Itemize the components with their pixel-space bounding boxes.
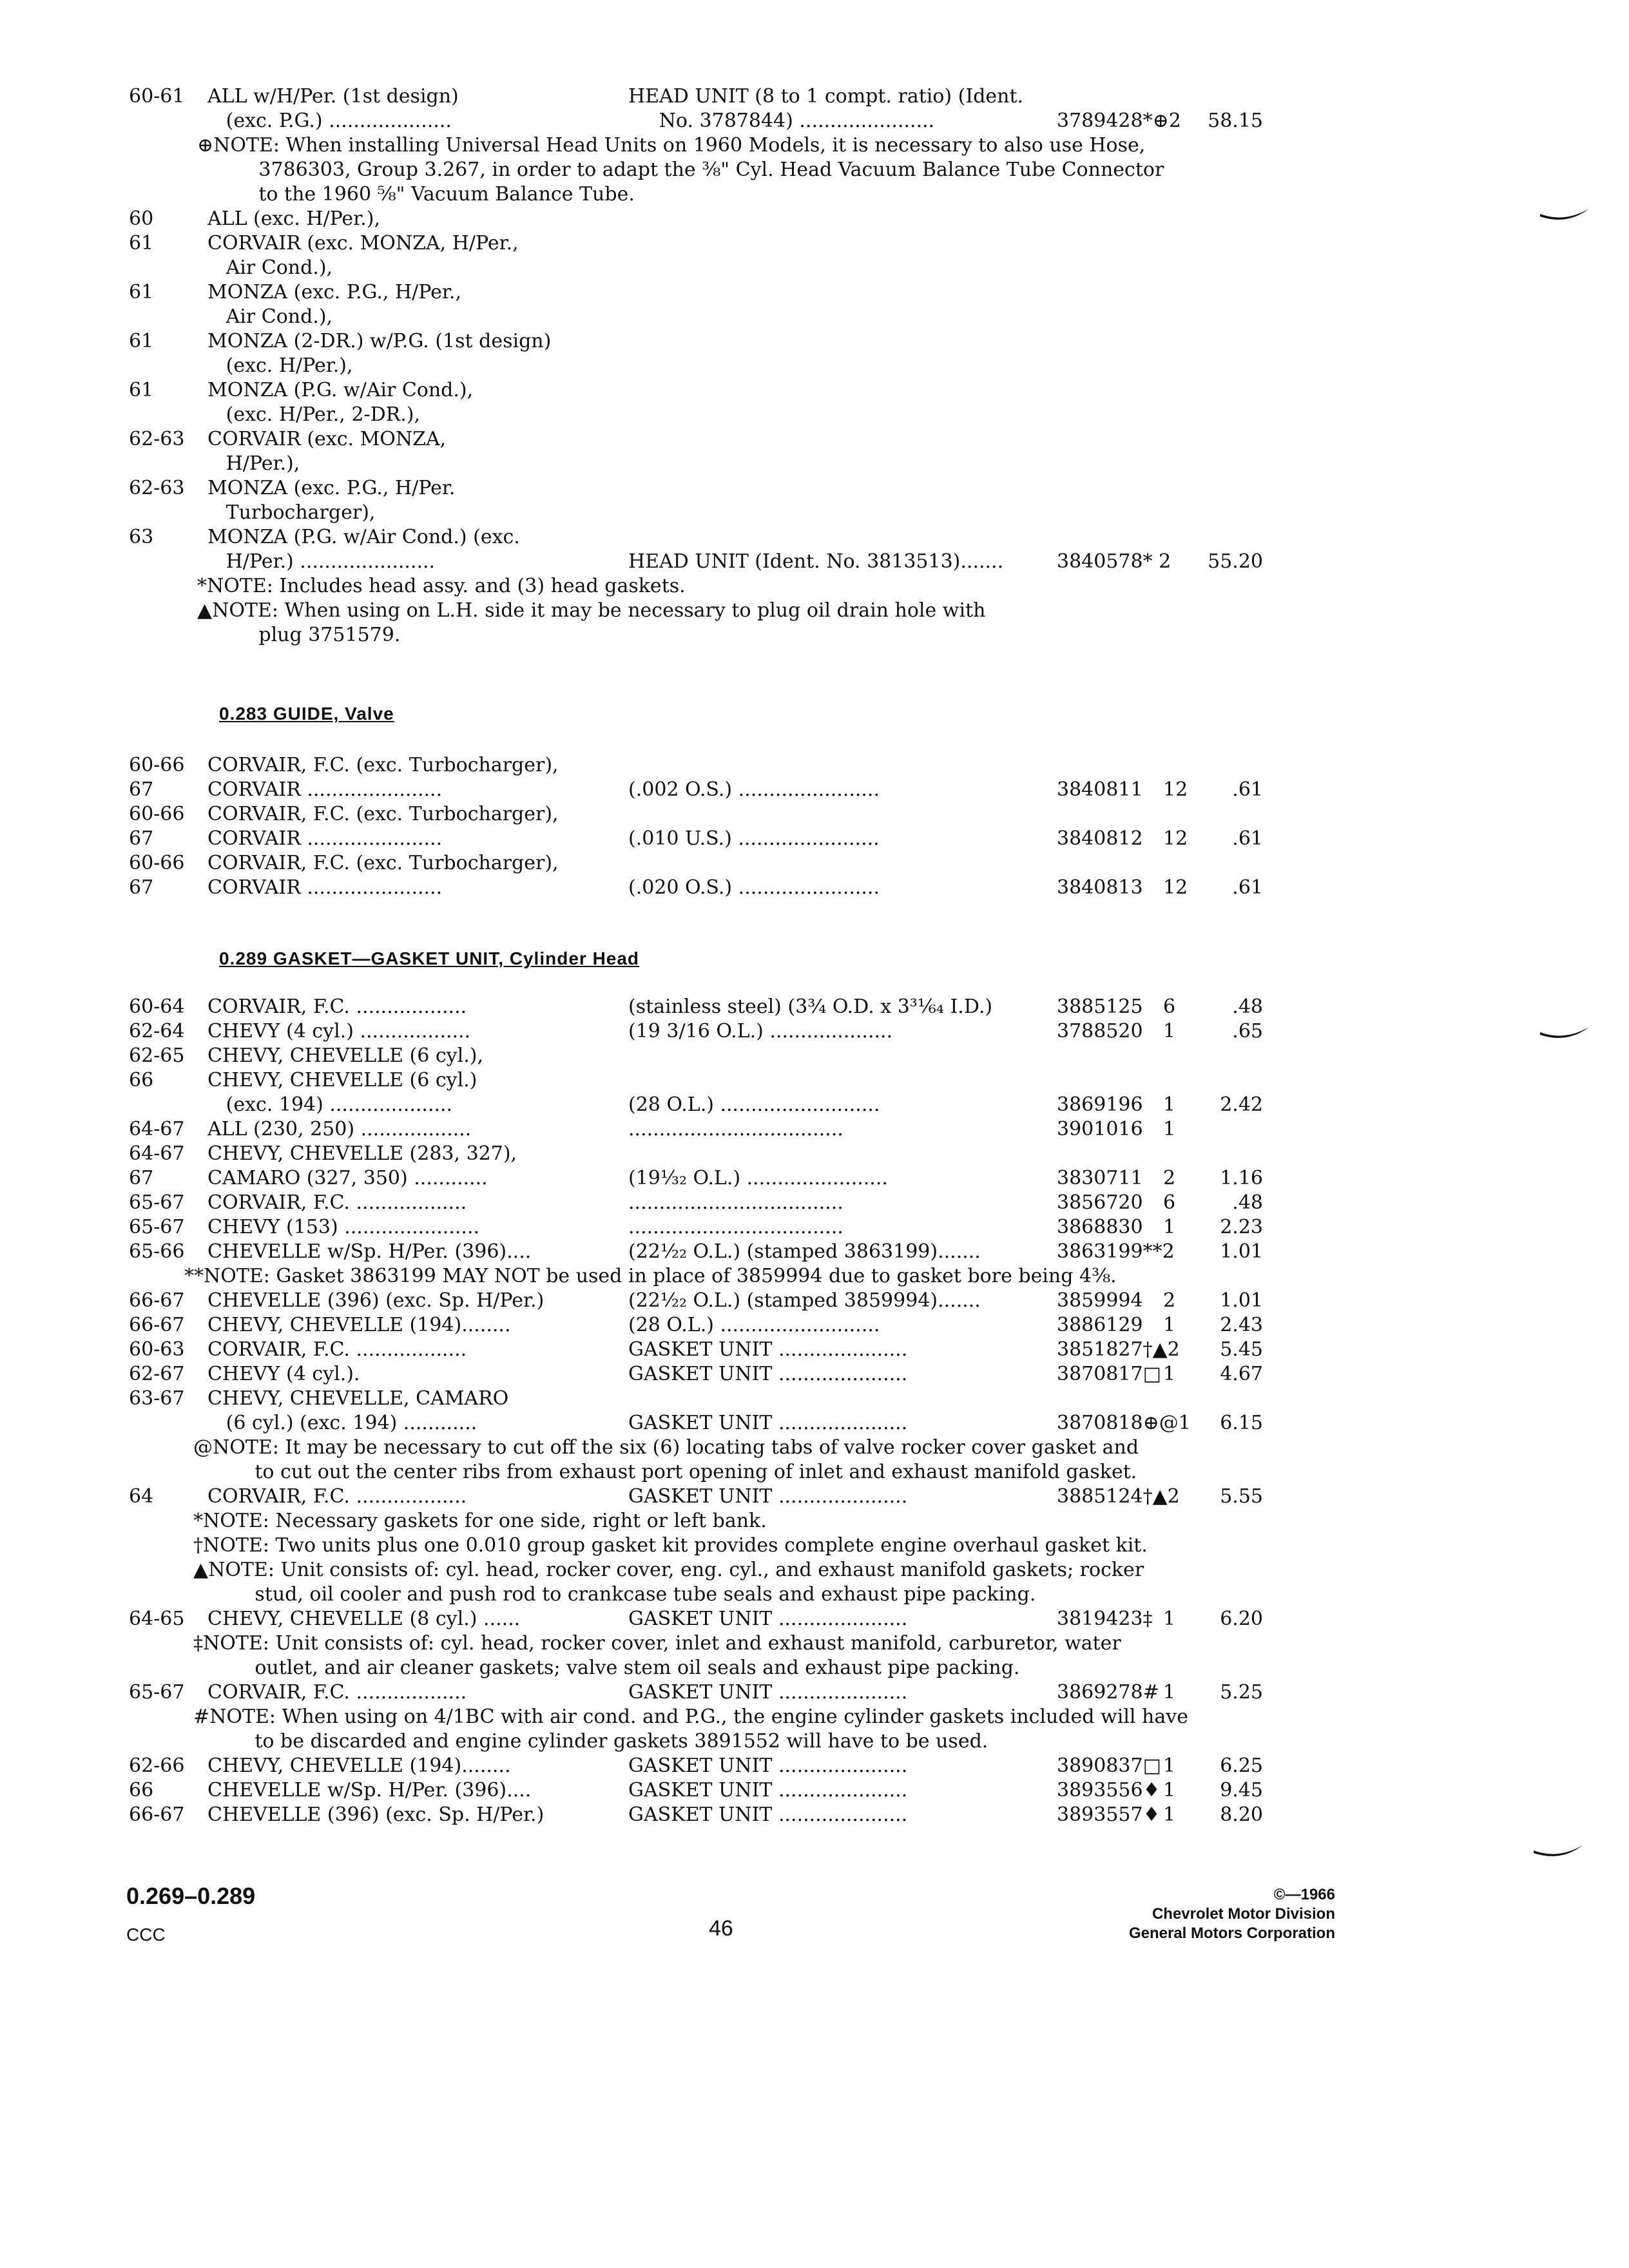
model-cell: CORVAIR ...................... <box>207 876 443 899</box>
catalog-row <box>0 354 1629 379</box>
part-number-cell: 3869196 <box>1057 1093 1143 1116</box>
catalog-row <box>0 754 1629 778</box>
note-line: *NOTE: Includes head assy. and (3) head gaskets. <box>197 575 686 597</box>
section-title: 0.289 GASKET—GASKET UNIT, Cylinder Head <box>219 948 640 968</box>
quantity-cell: 12 <box>1163 827 1188 850</box>
catalog-row <box>0 1314 1629 1338</box>
catalog-row <box>0 1485 1629 1510</box>
note-line: to cut out the center ribs from exhaust port opening of inlet and exhaust manifold gasket. <box>193 1461 1137 1483</box>
catalog-row <box>0 379 1629 403</box>
quantity-cell: 1 <box>1163 1118 1176 1140</box>
model-cell: CHEVY (4 cyl.) .................. <box>207 1020 471 1043</box>
part-number-cell: 3840811 <box>1057 778 1143 801</box>
catalog-row <box>0 85 1629 110</box>
year-cell: 67 <box>129 876 154 899</box>
year-cell: 65-67 <box>129 1191 185 1214</box>
catalog-row <box>0 876 1629 901</box>
catalog-row <box>0 526 1629 550</box>
year-cell: 62-65 <box>129 1044 185 1067</box>
model-cell: H/Per.), <box>207 452 300 475</box>
model-cell: ALL (230, 250) .................. <box>207 1118 472 1140</box>
part-number-cell: 3870818⊕@1 <box>1057 1412 1191 1434</box>
model-cell: Air Cond.), <box>207 305 333 328</box>
catalog-row <box>0 281 1629 305</box>
description-cell: ................................... <box>628 1118 843 1140</box>
year-cell: 60-66 <box>129 852 185 874</box>
description-cell: GASKET UNIT ..................... <box>628 1779 908 1802</box>
price-cell: 55.20 <box>1208 550 1263 573</box>
model-cell: CHEVY, CHEVELLE (6 cyl.), <box>207 1044 483 1067</box>
year-cell: 66-67 <box>129 1314 185 1336</box>
part-number-cell: 3885125 <box>1057 995 1143 1018</box>
year-cell: 62-63 <box>129 477 185 499</box>
part-number-cell: 3840813 <box>1057 876 1143 899</box>
description-cell: (22½₂ O.L.) (stamped 3863199)....... <box>628 1240 981 1263</box>
catalog-row <box>0 452 1629 477</box>
catalog-row <box>0 1142 1629 1167</box>
catalog-row <box>0 1191 1629 1216</box>
year-cell: 62-66 <box>129 1754 185 1777</box>
description-cell: GASKET UNIT ..................... <box>628 1803 908 1826</box>
part-number-cell: 3886129 <box>1057 1314 1143 1336</box>
model-cell: CHEVY, CHEVELLE (6 cyl.) <box>207 1069 477 1091</box>
section-title: 0.283 GUIDE, Valve <box>219 704 394 724</box>
year-cell: 62-64 <box>129 1020 185 1043</box>
year-cell: 60-64 <box>129 995 185 1018</box>
model-cell: CAMARO (327, 350) ............ <box>207 1167 488 1189</box>
quantity-cell: 1 <box>1163 1608 1176 1630</box>
year-cell: 64-65 <box>129 1608 185 1630</box>
year-cell: 65-67 <box>129 1216 185 1238</box>
model-cell: CHEVY, CHEVELLE (194)........ <box>207 1314 511 1336</box>
model-cell: MONZA (P.G. w/Air Cond.), <box>207 379 474 401</box>
catalog-row <box>0 256 1629 281</box>
description-cell: HEAD UNIT (8 to 1 compt. ratio) (Ident. <box>628 85 1024 108</box>
year-cell: 66-67 <box>129 1803 185 1826</box>
model-cell: CHEVELLE w/Sp. H/Per. (396).... <box>207 1779 532 1802</box>
catalog-row <box>0 1167 1629 1191</box>
page-range: 0.269–0.289 <box>126 1883 256 1909</box>
catalog-row <box>0 1216 1629 1240</box>
price-cell: 2.43 <box>1220 1314 1263 1336</box>
quantity-cell: 1 <box>1163 1363 1176 1385</box>
year-cell: 67 <box>129 778 154 801</box>
description-cell: No. 3787844) ...................... <box>628 110 935 132</box>
year-cell: 67 <box>129 1167 154 1189</box>
note-line: **NOTE: Gasket 3863199 MAY NOT be used in place of 3859994 due to gasket bore being 4⅜. <box>184 1265 1117 1287</box>
year-cell: 60-61 <box>129 85 185 108</box>
quantity-cell: 1 <box>1163 1020 1176 1043</box>
part-number-cell: 3859994 <box>1057 1289 1143 1312</box>
price-cell: .61 <box>1232 876 1263 899</box>
part-number-cell: 3863199**2 <box>1057 1240 1175 1263</box>
model-cell: CORVAIR, F.C. .................. <box>207 1191 467 1214</box>
model-cell: CHEVELLE (396) (exc. Sp. H/Per.) <box>207 1803 545 1826</box>
catalog-row <box>0 852 1629 876</box>
model-cell: Turbocharger), <box>207 501 376 524</box>
part-number-cell: 3789428*⊕2 <box>1057 110 1181 132</box>
model-cell: CHEVY, CHEVELLE (194)........ <box>207 1754 511 1777</box>
part-number-cell: 3893556♦ <box>1057 1779 1161 1802</box>
model-cell: CHEVY, CHEVELLE (283, 327), <box>207 1142 517 1165</box>
catalog-row <box>0 1754 1629 1779</box>
quantity-cell: 2 <box>1163 1289 1176 1312</box>
year-cell: 64-67 <box>129 1142 185 1165</box>
year-cell: 63 <box>129 526 154 548</box>
price-cell: 2.23 <box>1220 1216 1263 1238</box>
catalog-row <box>0 1608 1629 1632</box>
year-cell: 62-63 <box>129 428 185 450</box>
quantity-cell: 6 <box>1163 995 1176 1018</box>
quantity-cell: 12 <box>1163 876 1188 899</box>
year-cell: 66-67 <box>129 1289 185 1312</box>
catalog-row <box>0 428 1629 452</box>
quantity-cell: 1 <box>1163 1681 1176 1704</box>
year-cell: 60-66 <box>129 803 185 825</box>
part-number-cell: 3901016 <box>1057 1118 1143 1140</box>
note-line: @NOTE: It may be necessary to cut off the six (6) locating tabs of valve rocker cover gasket and <box>193 1436 1139 1459</box>
price-cell: 6.20 <box>1220 1608 1263 1630</box>
model-cell: CHEVY, CHEVELLE, CAMARO <box>207 1387 509 1410</box>
description-cell: (28 O.L.) .......................... <box>628 1093 880 1116</box>
year-cell: 60-63 <box>129 1338 185 1361</box>
model-cell: CHEVY (153) ...................... <box>207 1216 480 1238</box>
year-cell: 66 <box>129 1779 154 1802</box>
catalog-row <box>0 1069 1629 1093</box>
model-cell: CORVAIR ...................... <box>207 778 443 801</box>
description-cell: GASKET UNIT ..................... <box>628 1681 908 1704</box>
quantity-cell: 2 <box>1163 1167 1176 1189</box>
note-line: ⊕NOTE: When installing Universal Head Units on 1960 Models, it is necessary to also use Hose, <box>197 134 1146 157</box>
description-cell: (19⅓₂ O.L.) ....................... <box>628 1167 888 1189</box>
price-cell: 5.45 <box>1220 1338 1263 1361</box>
catalog-row <box>0 778 1629 803</box>
model-cell: MONZA (exc. P.G., H/Per., <box>207 281 461 303</box>
catalog-row <box>0 207 1629 232</box>
quantity-cell: 12 <box>1163 778 1188 801</box>
catalog-row <box>0 1118 1629 1142</box>
margin-tick-icon <box>1539 1024 1590 1044</box>
year-cell: 60-66 <box>129 754 185 776</box>
year-cell: 64-67 <box>129 1118 185 1140</box>
year-cell: 61 <box>129 232 154 255</box>
model-cell: CHEVY, CHEVELLE (8 cyl.) ...... <box>207 1608 521 1630</box>
catalog-row <box>0 1412 1629 1436</box>
quantity-cell: 1 <box>1163 1216 1176 1238</box>
model-cell: CHEVY (4 cyl.). <box>207 1363 360 1385</box>
note-line: #NOTE: When using on 4/1BC with air cond. and P.G., the engine cylinder gaskets included will have <box>193 1706 1188 1728</box>
catalog-row <box>0 550 1629 575</box>
catalog-row <box>0 995 1629 1020</box>
model-cell: CORVAIR, F.C. .................. <box>207 1681 467 1704</box>
note-line: ‡NOTE: Unit consists of: cyl. head, rocker cover, inlet and exhaust manifold, carburetor, water <box>193 1632 1121 1655</box>
catalog-row <box>0 305 1629 330</box>
catalog-row <box>0 1289 1629 1314</box>
description-cell: GASKET UNIT ..................... <box>628 1485 908 1508</box>
note-line: to the 1960 ⅝" Vacuum Balance Tube. <box>197 183 635 206</box>
model-cell: CORVAIR, F.C. .................. <box>207 995 467 1018</box>
price-cell: .65 <box>1232 1020 1263 1043</box>
catalog-row <box>0 1803 1629 1828</box>
model-cell: CORVAIR, F.C. .................. <box>207 1485 467 1508</box>
description-cell: ................................... <box>628 1191 843 1214</box>
year-cell: 66 <box>129 1069 154 1091</box>
catalog-row <box>0 1681 1629 1706</box>
year-cell: 61 <box>129 281 154 303</box>
model-cell: CORVAIR (exc. MONZA, H/Per., <box>207 232 519 255</box>
margin-tick-icon <box>1539 206 1590 226</box>
catalog-code: CCC <box>126 1925 166 1945</box>
part-number-cell: 3819423‡ <box>1057 1608 1153 1630</box>
quantity-cell: 1 <box>1163 1803 1176 1826</box>
price-cell: 5.55 <box>1220 1485 1263 1508</box>
catalog-row <box>0 477 1629 501</box>
model-cell: (exc. 194) .................... <box>207 1093 453 1116</box>
catalog-row <box>0 1363 1629 1387</box>
note-line: plug 3751579. <box>197 624 401 646</box>
year-cell: 62-67 <box>129 1363 185 1385</box>
price-cell: 6.15 <box>1220 1412 1263 1434</box>
model-cell: CORVAIR ...................... <box>207 827 443 850</box>
part-number-cell: 3840812 <box>1057 827 1143 850</box>
model-cell: ALL w/H/Per. (1st design) <box>207 85 459 108</box>
description-cell: (22½₂ O.L.) (stamped 3859994)....... <box>628 1289 981 1312</box>
year-cell: 63-67 <box>129 1387 185 1410</box>
price-cell: .48 <box>1232 995 1263 1018</box>
year-cell: 65-66 <box>129 1240 185 1263</box>
model-cell: CORVAIR (exc. MONZA, <box>207 428 447 450</box>
description-cell: HEAD UNIT (Ident. No. 3813513)....... <box>628 550 1004 573</box>
division: Chevrolet Motor Division <box>1152 1905 1335 1923</box>
note-line: to be discarded and engine cylinder gaskets 3891552 will have to be used. <box>193 1730 988 1753</box>
part-number-cell: 3890837□ <box>1057 1754 1161 1777</box>
quantity-cell: 1 <box>1163 1779 1176 1802</box>
price-cell: 6.25 <box>1220 1754 1263 1777</box>
year-cell: 65-67 <box>129 1681 185 1704</box>
price-cell: 58.15 <box>1208 110 1263 132</box>
model-cell: ALL (exc. H/Per.), <box>207 207 380 230</box>
catalog-row <box>0 1387 1629 1412</box>
description-cell: ................................... <box>628 1216 843 1238</box>
quantity-cell: 1 <box>1163 1754 1176 1777</box>
price-cell: 2.42 <box>1220 1093 1263 1116</box>
price-cell: 8.20 <box>1220 1803 1263 1826</box>
description-cell: (.002 O.S.) ....................... <box>628 778 880 801</box>
model-cell: (exc. H/Per.), <box>207 354 353 377</box>
model-cell: H/Per.) ...................... <box>207 550 436 573</box>
model-cell: CORVAIR, F.C. .................. <box>207 1338 467 1361</box>
part-number-cell: 3851827†▲2 <box>1057 1338 1180 1361</box>
description-cell: (19 3/16 O.L.) .................... <box>628 1020 893 1043</box>
copyright: ©—1966 <box>1273 1886 1335 1903</box>
model-cell: CHEVELLE (396) (exc. Sp. H/Per.) <box>207 1289 545 1312</box>
catalog-row <box>0 1093 1629 1118</box>
catalog-row <box>0 1020 1629 1044</box>
price-cell: 1.01 <box>1220 1289 1263 1312</box>
catalog-row <box>0 330 1629 354</box>
copyright-block <box>1129 1885 1335 1943</box>
part-number-cell: 3869278# <box>1057 1681 1159 1704</box>
price-cell: .61 <box>1232 778 1263 801</box>
catalog-row <box>0 403 1629 428</box>
part-number-cell: 3885124†▲2 <box>1057 1485 1180 1508</box>
model-cell: CORVAIR, F.C. (exc. Turbocharger), <box>207 852 559 874</box>
quantity-cell: 6 <box>1163 1191 1176 1214</box>
note-line: †NOTE: Two units plus one 0.010 group gasket kit provides complete engine overhaul gasket kit. <box>193 1534 1148 1557</box>
note-line: *NOTE: Necessary gaskets for one side, right or left bank. <box>193 1510 767 1532</box>
description-cell: GASKET UNIT ..................... <box>628 1363 908 1385</box>
year-cell: 61 <box>129 379 154 401</box>
part-number-cell: 3788520 <box>1057 1020 1143 1043</box>
model-cell: (exc. H/Per., 2-DR.), <box>207 403 421 426</box>
catalog-row <box>0 803 1629 827</box>
description-cell: GASKET UNIT ..................... <box>628 1754 908 1777</box>
part-number-cell: 3830711 <box>1057 1167 1143 1189</box>
model-cell: Air Cond.), <box>207 256 333 279</box>
note-line: 3786303, Group 3.267, in order to adapt the ⅜" Cyl. Head Vacuum Balance Tube Connector <box>197 159 1164 181</box>
year-cell: 67 <box>129 827 154 850</box>
catalog-row <box>0 110 1629 134</box>
description-cell: (.010 U.S.) ....................... <box>628 827 880 850</box>
model-cell: CHEVELLE w/Sp. H/Per. (396).... <box>207 1240 532 1263</box>
price-cell: 4.67 <box>1220 1363 1263 1385</box>
year-cell: 61 <box>129 330 154 352</box>
year-cell: 60 <box>129 207 154 230</box>
note-line: ▲NOTE: Unit consists of: cyl. head, rocker cover, eng. cyl., and exhaust manifold gaskets; rocker <box>193 1559 1144 1581</box>
margin-tick-icon <box>1532 1843 1584 1862</box>
price-cell: .61 <box>1232 827 1263 850</box>
model-cell: MONZA (2-DR.) w/P.G. (1st design) <box>207 330 552 352</box>
quantity-cell: 1 <box>1163 1314 1176 1336</box>
price-cell: 1.01 <box>1220 1240 1263 1263</box>
catalog-row <box>0 1779 1629 1803</box>
page-number: 46 <box>709 1916 733 1941</box>
part-number-cell: 3840578* 2 <box>1057 550 1171 573</box>
year-cell: 64 <box>129 1485 154 1508</box>
part-number-cell: 3856720 <box>1057 1191 1143 1214</box>
description-cell: GASKET UNIT ..................... <box>628 1338 908 1361</box>
description-cell: GASKET UNIT ..................... <box>628 1608 908 1630</box>
price-cell: 9.45 <box>1220 1779 1263 1802</box>
model-cell: CORVAIR, F.C. (exc. Turbocharger), <box>207 803 559 825</box>
model-cell: (exc. P.G.) .................... <box>207 110 452 132</box>
catalog-row <box>0 1240 1629 1265</box>
note-line: stud, oil cooler and push rod to crankcase tube seals and exhaust pipe packing. <box>193 1583 1036 1606</box>
model-cell: MONZA (exc. P.G., H/Per. <box>207 477 456 499</box>
catalog-row <box>0 1044 1629 1069</box>
catalog-row <box>0 1338 1629 1363</box>
model-cell: CORVAIR, F.C. (exc. Turbocharger), <box>207 754 559 776</box>
note-line: ▲NOTE: When using on L.H. side it may be necessary to plug oil drain hole with <box>197 599 986 622</box>
model-cell: MONZA (P.G. w/Air Cond.) (exc. <box>207 526 520 548</box>
catalog-row <box>0 827 1629 852</box>
description-cell: (28 O.L.) .......................... <box>628 1314 880 1336</box>
model-cell: (6 cyl.) (exc. 194) ............ <box>207 1412 477 1434</box>
quantity-cell: 1 <box>1163 1093 1176 1116</box>
catalog-row <box>0 501 1629 526</box>
price-cell: 5.25 <box>1220 1681 1263 1704</box>
description-cell: (stainless steel) (3¾ O.D. x 3³¹⁄₆₄ I.D.) <box>628 995 993 1018</box>
note-line: outlet, and air cleaner gaskets; valve stem oil seals and exhaust pipe packing. <box>193 1657 1020 1679</box>
part-number-cell: 3870817□ <box>1057 1363 1161 1385</box>
part-number-cell: 3893557♦ <box>1057 1803 1161 1826</box>
catalog-row <box>0 232 1629 256</box>
description-cell: GASKET UNIT ..................... <box>628 1412 908 1434</box>
corporation: General Motors Corporation <box>1128 1925 1335 1942</box>
price-cell: .48 <box>1232 1191 1263 1214</box>
part-number-cell: 3868830 <box>1057 1216 1143 1238</box>
price-cell: 1.16 <box>1220 1167 1263 1189</box>
description-cell: (.020 O.S.) ....................... <box>628 876 880 899</box>
